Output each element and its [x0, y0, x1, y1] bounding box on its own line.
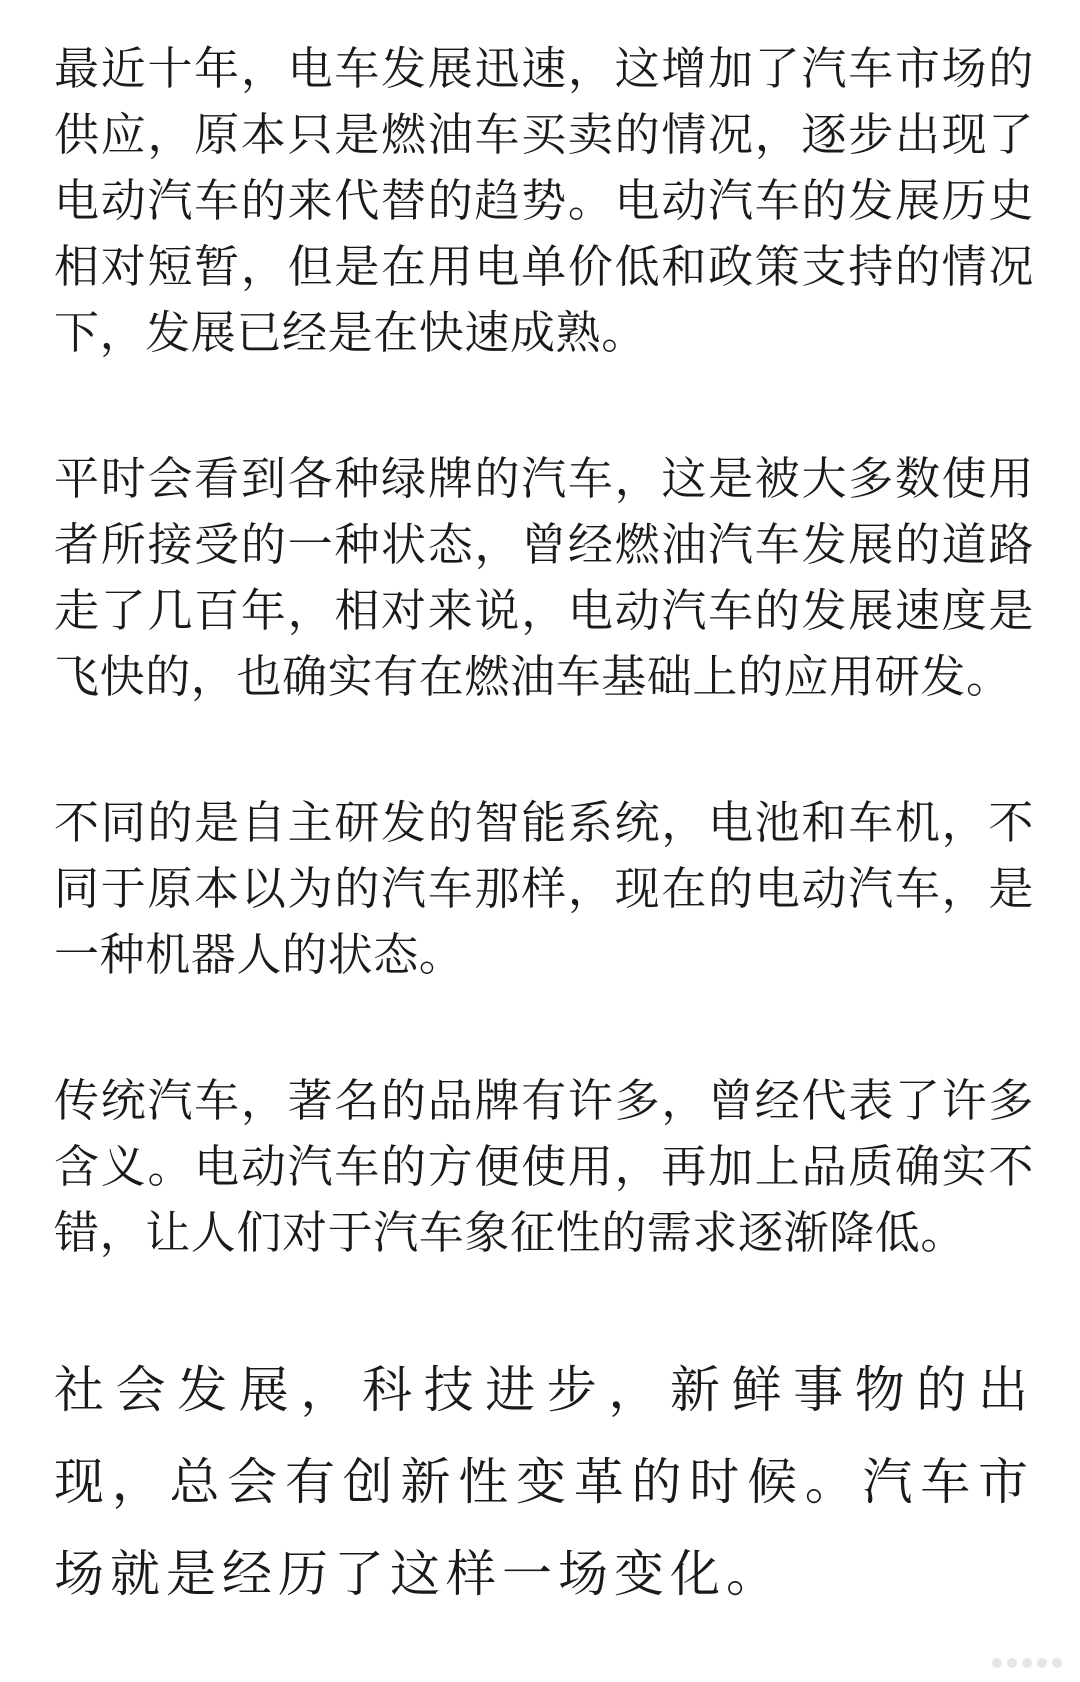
article-body [54, 36, 1034, 1620]
watermark-dot [1022, 1658, 1032, 1668]
article-paragraph-2: 平时会看到各种绿牌的汽车，这是被大多数使用者所接受的一种状态，曾经燃油汽车发展的道路走了几百年，相对来说，电动汽车的发展速度是飞快的，也确实有在燃油车基础上的应用研发。 [54, 452, 1034, 703]
article-conclusion: 社会发展，科技进步，新鲜事物的出现，总会有创新性变革的时候。汽车市场就是经历了这样一场变化。 [54, 1361, 1034, 1603]
article-paragraph-4: 传统汽车，著名的品牌有许多，曾经代表了许多含义。电动汽车的方便使用，再加上品质确实不错，让人们对于汽车象征性的需求逐渐降低。 [54, 1074, 1034, 1259]
watermark-dot [992, 1658, 1002, 1668]
article-paragraph-1: 最近十年，电车发展迅速，这增加了汽车市场的供应，原本只是燃油车买卖的情况，逐步出现了电动汽车的来代替的趋势。电动汽车的发展历史相对短暂，但是在用电单价低和政策支持的情况下，发展已经是在快速成熟。 [54, 42, 1034, 359]
watermark-dot [1007, 1658, 1017, 1668]
watermark-dot [1052, 1658, 1062, 1668]
watermark-dot [1037, 1658, 1047, 1668]
article-paragraph-3: 不同的是自主研发的智能系统，电池和车机，不同于原本以为的汽车那样，现在的电动汽车，是一种机器人的状态。 [54, 796, 1034, 981]
watermark-dots [992, 1658, 1062, 1668]
